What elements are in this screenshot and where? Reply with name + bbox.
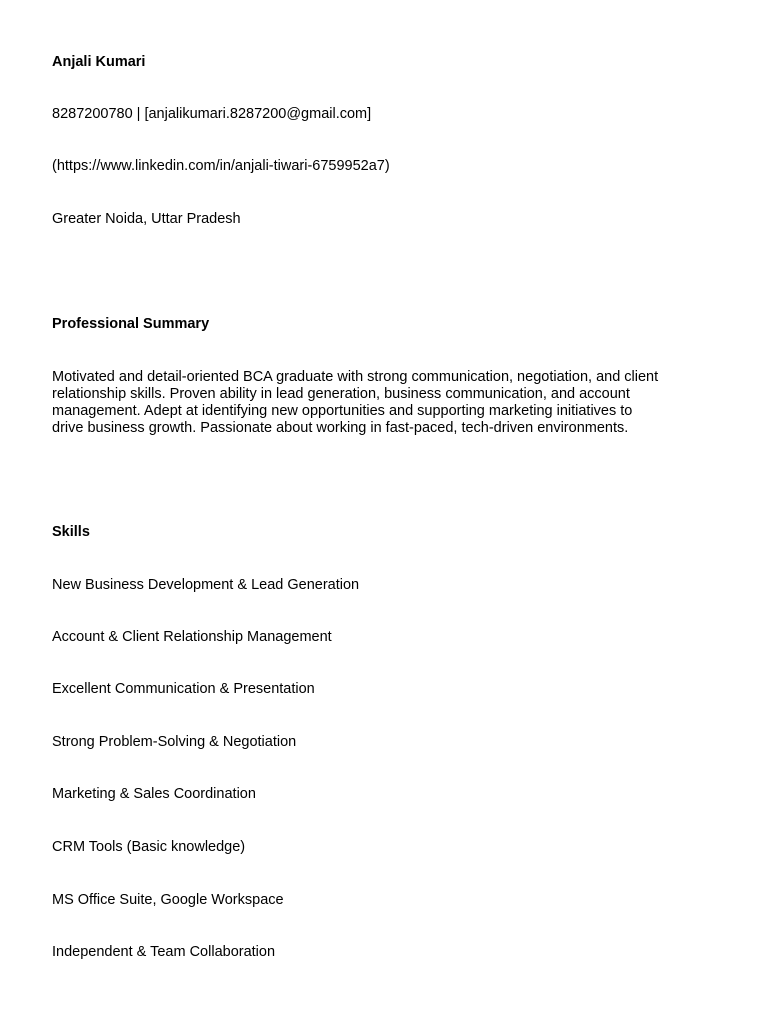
summary-line: drive business growth. Passionate about working in fast-paced, tech-driven environments. [52, 420, 629, 436]
skill-item: Marketing & Sales Coordination [52, 786, 256, 802]
skill-item: MS Office Suite, Google Workspace [52, 892, 284, 908]
skill-item: New Business Development & Lead Generation [52, 577, 360, 593]
linkedin-url: (https://www.linkedin.com/in/anjali-tiwari-6759952a7) [52, 158, 390, 174]
summary-line: Motivated and detail-oriented BCA graduate with strong communication, negotiation, and client [52, 369, 659, 385]
contact-line: 8287200780 | [anjalikumari.8287200@gmail.com] [52, 106, 372, 122]
skill-item: CRM Tools (Basic knowledge) [52, 839, 246, 855]
skill-item: Independent & Team Collaboration [52, 944, 276, 960]
skill-item: Strong Problem-Solving & Negotiation [52, 734, 297, 750]
summary-line: relationship skills. Proven ability in lead generation, business communication, and account [52, 386, 630, 402]
summary-heading: Professional Summary [52, 316, 210, 332]
summary-paragraph [52, 369, 722, 437]
skills-heading: Skills [52, 524, 90, 540]
candidate-name: Anjali Kumari [52, 54, 146, 70]
skill-item: Account & Client Relationship Management [52, 629, 332, 645]
summary-line: management. Adept at identifying new opportunities and supporting marketing initiatives to [52, 403, 633, 419]
skill-item: Excellent Communication & Presentation [52, 681, 315, 697]
location: Greater Noida, Uttar Pradesh [52, 211, 241, 227]
